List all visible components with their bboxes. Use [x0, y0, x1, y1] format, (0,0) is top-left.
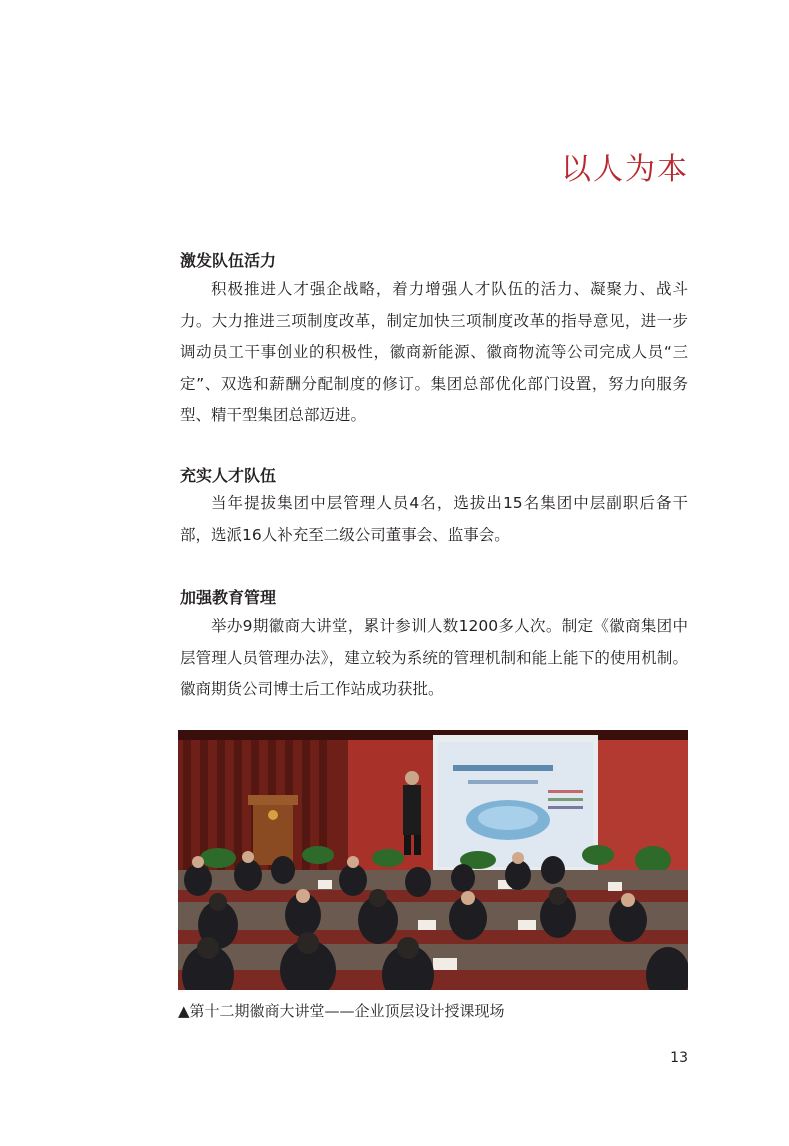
section-heading-vitality: 激发队伍活力: [180, 251, 277, 270]
photo-caption: ▲第十二期徽商大讲堂——企业顶层设计授课现场: [178, 1002, 505, 1020]
page-number: 13: [670, 1050, 688, 1066]
lecture-photo: [178, 730, 688, 990]
section-body-talent: 当年提拔集团中层管理人员4名，选拔出15名集团中层副职后备干部，选派16人补充至二级公司董事会、监事会。: [180, 494, 688, 544]
section-heading-education: 加强教育管理: [180, 588, 277, 607]
section-body-education: 举办9期徽商大讲堂，累计参训人数1200多人次。制定《徽商集团中层管理人员管理办法》，建立较为系统的管理机制和能上能下的使用机制。徽商期货公司博士后工作站成功获批。: [180, 617, 688, 698]
section-body-vitality: 积极推进人才强企战略，着力增强人才队伍的活力、凝聚力、战斗力。大力推进三项制度改革，制定加快三项制度改革的指导意见，进一步调动员工干事创业的积极性，徽商新能源、徽商物流等公司完成人员“三定”、双选和薪酬分配制度的修订。集团总部优化部门设置，努力向服务型、精干型集团总部迈进。: [180, 280, 688, 424]
page-title: 以人为本: [561, 152, 689, 187]
section-heading-talent: 充实人才队伍: [180, 466, 277, 485]
